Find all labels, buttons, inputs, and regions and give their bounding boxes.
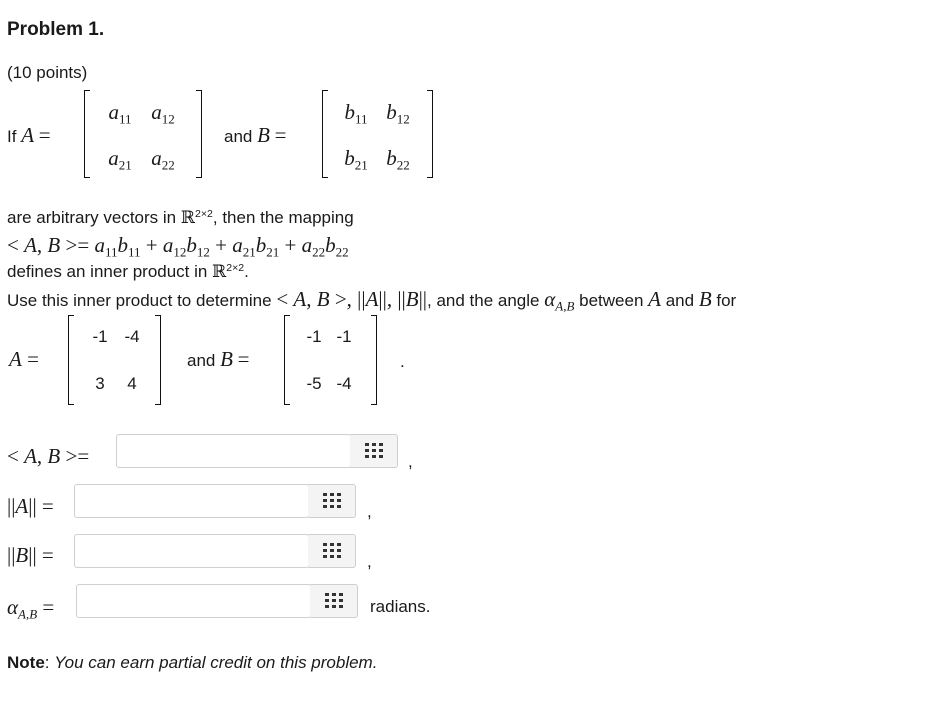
problem-title: Problem 1. <box>7 19 105 40</box>
keypad-grid-icon <box>323 543 341 559</box>
def-a12: $a_{12}$ <box>151 100 175 127</box>
keypad-button-norm-b[interactable] <box>308 534 356 568</box>
keypad-button-angle[interactable] <box>310 584 358 618</box>
norm-b-input[interactable] <box>74 534 309 568</box>
given-b-21: -5 <box>306 374 322 393</box>
def-b21: $b_{21}$ <box>344 146 368 173</box>
keypad-grid-icon <box>365 443 383 459</box>
given-a-11: -1 <box>92 327 108 346</box>
keypad-button-inner-product[interactable] <box>350 434 398 468</box>
keypad-grid-icon <box>325 593 343 609</box>
given-a-22: 4 <box>127 374 137 393</box>
answer-label-norm-a: ||A|| = <box>7 494 54 518</box>
mapping-formula: < A, $B >= a_{11}b_{11} + a_{12}b_{12} + a_{21}b_{21} + a_{22}b_{22}$ <box>7 233 349 260</box>
angle-input[interactable] <box>76 584 311 618</box>
given-period: . <box>400 352 405 371</box>
keypad-button-norm-a[interactable] <box>308 484 356 518</box>
def-a21: $a_{21}$ <box>108 146 132 173</box>
answer-suffix-1: , <box>408 452 413 471</box>
given-a-12: -4 <box>124 327 140 346</box>
answer-suffix-4: radians. <box>370 597 431 616</box>
note: Note: You can earn partial credit on this problem. <box>7 653 378 672</box>
answer-label-norm-b: ||B|| = <box>7 543 54 567</box>
answer-label-angle: $\alpha_{A,B}$ = <box>7 595 55 622</box>
def-a22: $a_{22}$ <box>151 146 175 173</box>
given-and-label: and B = <box>187 347 250 371</box>
def-b22: $b_{22}$ <box>386 146 410 173</box>
norm-a-input[interactable] <box>74 484 309 518</box>
note-label: Note <box>7 653 45 672</box>
answer-label-inner-product: < A, B >= <box>7 444 90 468</box>
answer-suffix-3: , <box>367 552 372 571</box>
inner-product-input[interactable] <box>116 434 351 468</box>
def-if-label: If A = <box>7 123 51 147</box>
given-a-label: A = <box>9 347 39 371</box>
given-b-12: -1 <box>336 327 352 346</box>
text-line-3: defines an inner product in ℝ$^{2\times 2}$. <box>7 262 249 282</box>
text-line-1: are arbitrary vectors in ℝ$^{2\times 2}$, then the mapping <box>7 208 354 228</box>
given-b-11: -1 <box>306 327 322 346</box>
def-b11: $b_{11}$ <box>344 100 368 127</box>
keypad-grid-icon <box>323 493 341 509</box>
text-line-4: Use this inner product to determine < A, B >, ||A||, ||B||, and the angle $\alpha_{A,B}$ between A and B for <box>7 287 737 314</box>
given-a-21: 3 <box>95 374 105 393</box>
def-b12: $b_{12}$ <box>386 100 410 127</box>
answer-suffix-2: , <box>367 502 372 521</box>
def-and-label: and B = <box>224 123 287 147</box>
given-b-22: -4 <box>336 374 352 393</box>
problem-points: (10 points) <box>7 63 88 82</box>
note-text: You can earn partial credit on this problem. <box>54 653 378 672</box>
def-a11: $a_{11}$ <box>108 100 132 127</box>
